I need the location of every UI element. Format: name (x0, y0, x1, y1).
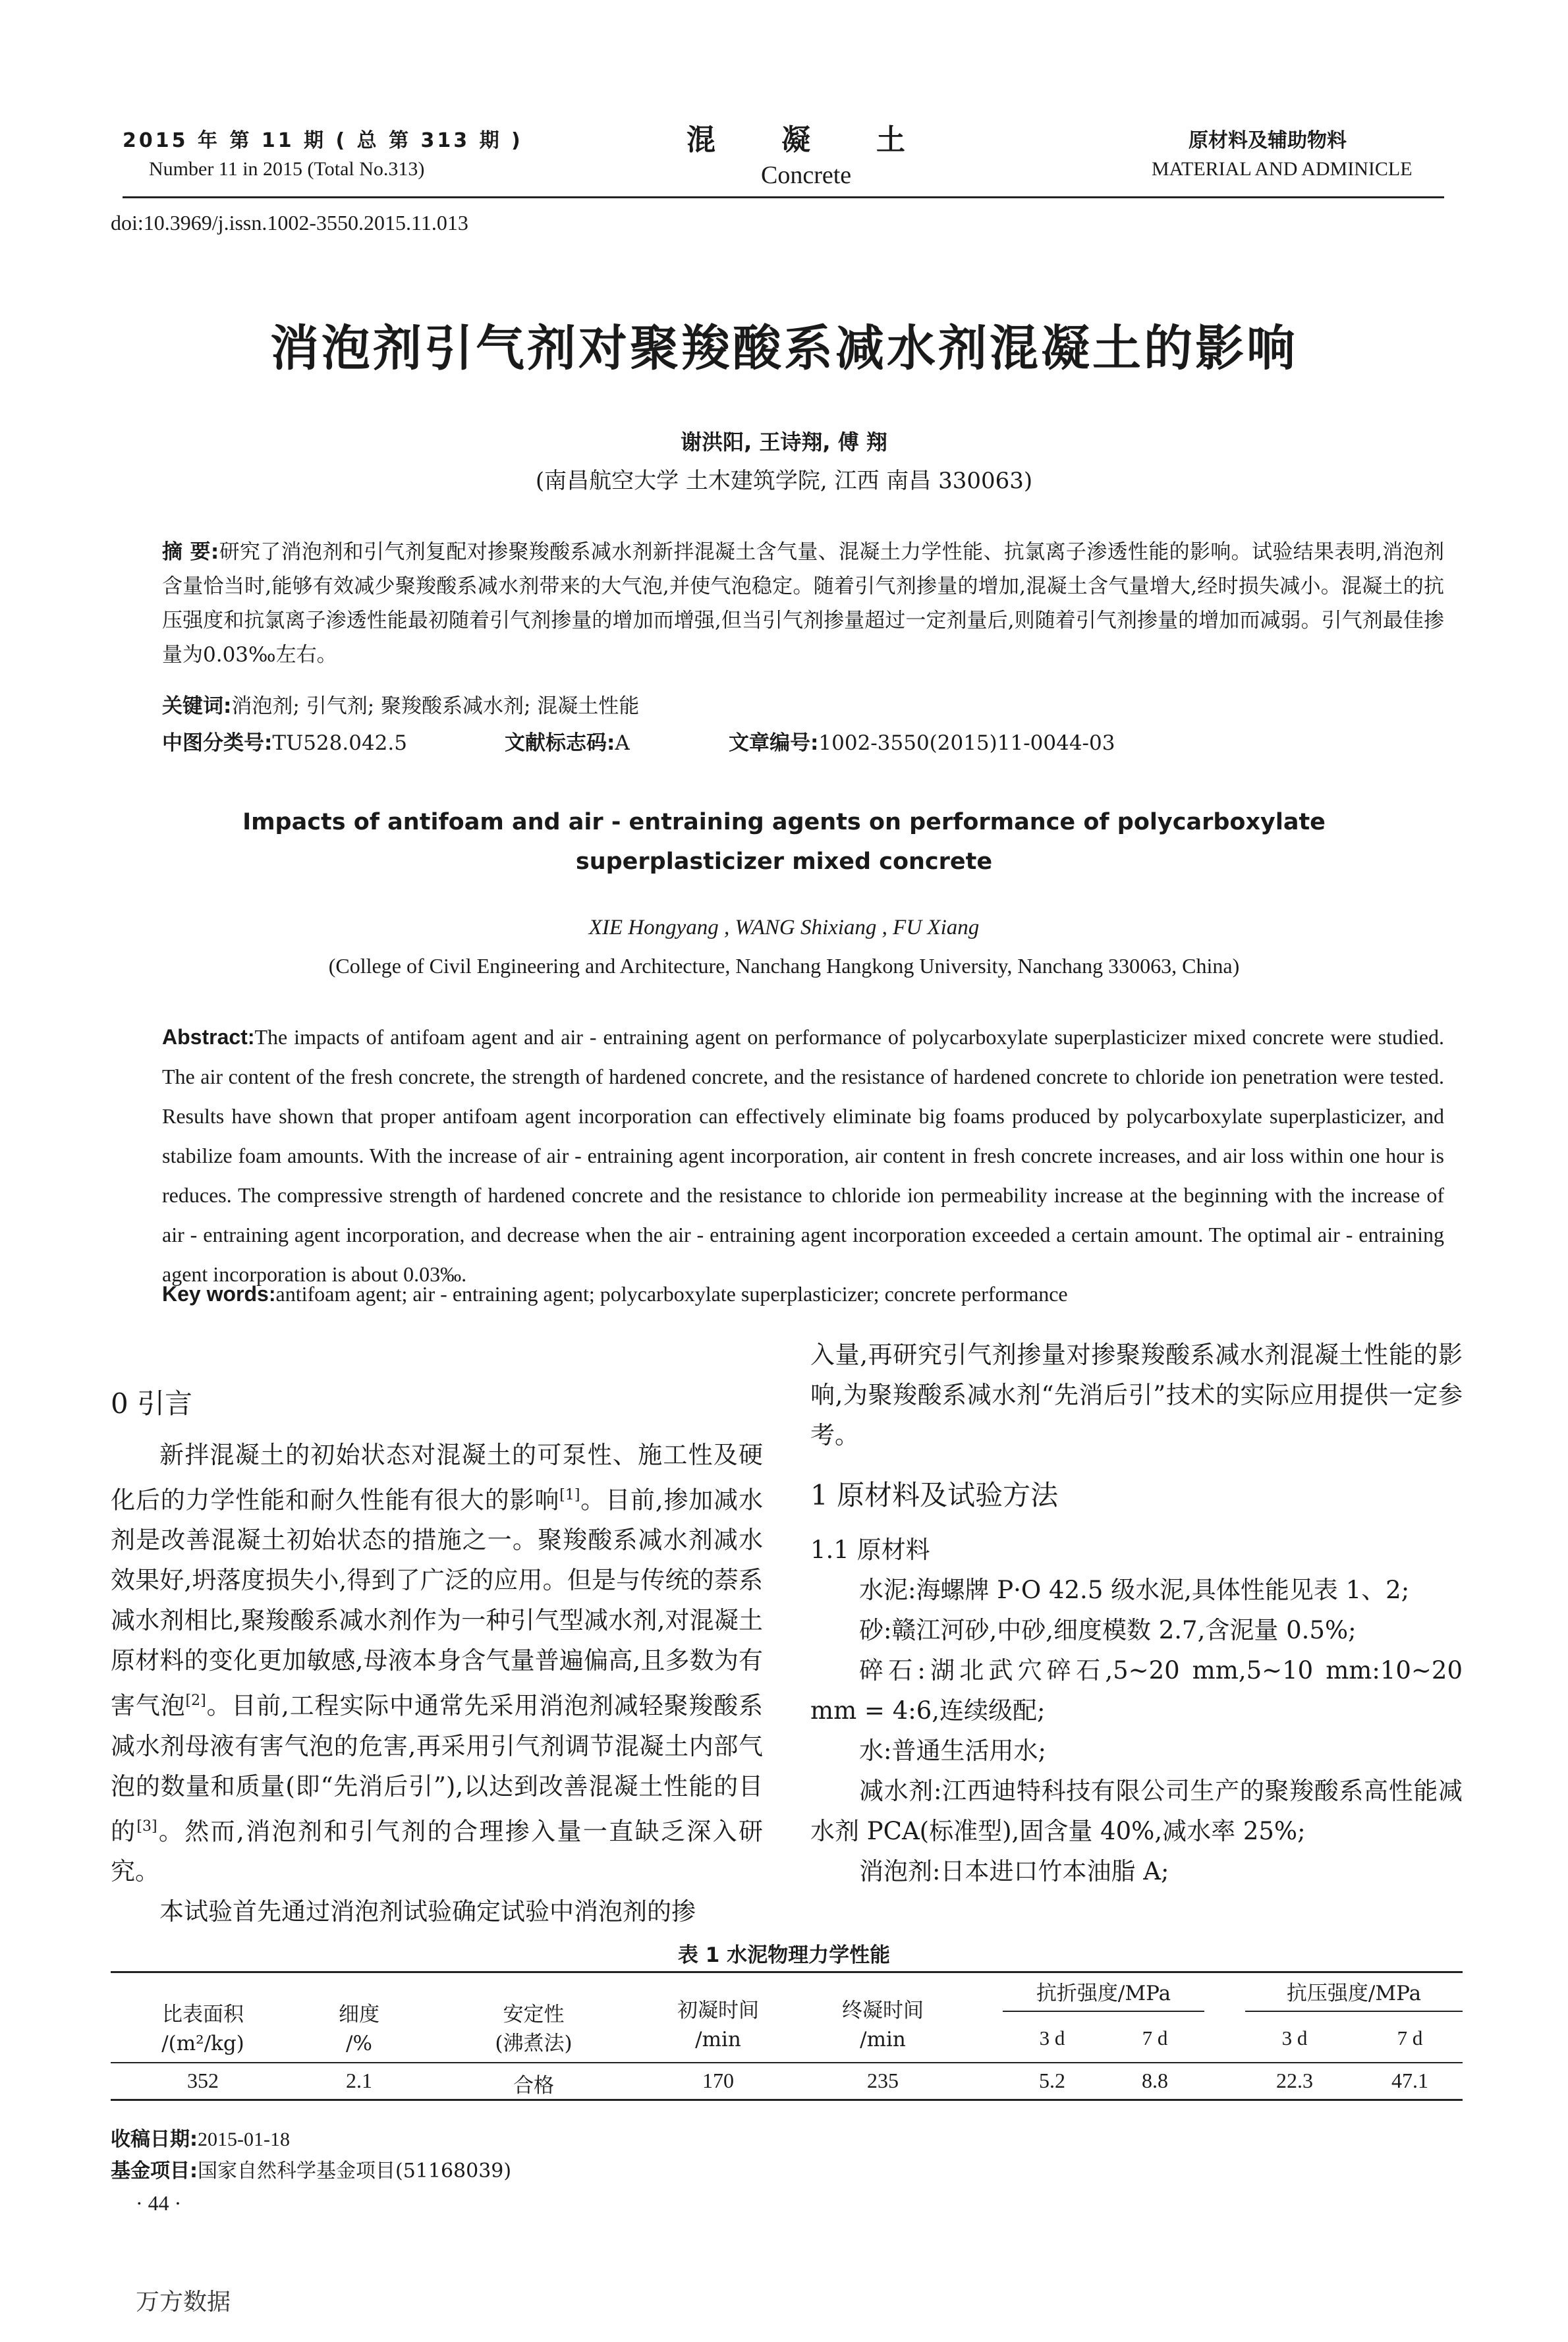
th-fine-2: /% (346, 2032, 372, 2055)
issue-en: Number 11 in 2015 (Total No.313) (149, 158, 425, 180)
td-flex-3d: 5.2 (1039, 2069, 1065, 2092)
keywords-cn-label: 关键词: (162, 694, 232, 718)
material-antifoam: 消泡剂:日本进口竹本油脂 A; (859, 1857, 1169, 1885)
th-area-1: 比表面积 (162, 2003, 244, 2026)
keywords-cn (162, 689, 639, 719)
th-specific-area (130, 2000, 275, 2058)
affiliation-cn: (南昌航空大学 土木建筑学院, 江西 南昌 330063) (535, 468, 1033, 494)
issue-cn: 2015 年 第 11 期 ( 总 第 313 期 ) (123, 129, 523, 152)
paper-title-en-line2: superplasticizer mixed concrete (575, 849, 993, 875)
material-water: 水:普通生活用水; (859, 1737, 1046, 1765)
section-name-en: MATERIAL AND ADMINICLE (1152, 158, 1413, 180)
keywords-en-text: antifoam agent; air - entraining agent; polycarboxylate superplasticizer; concrete performance (275, 1282, 1068, 1306)
th-flex-3d: 3 d (1039, 2026, 1065, 2049)
th-soundness (461, 2000, 606, 2058)
material-reducer: 减水剂:江西迪特科技有限公司生产的聚羧酸系高性能减水剂 PCA(标准型),固含量 40%,减水率 25%; (810, 1777, 1463, 1845)
abstract-cn-text: 研究了消泡剂和引气剂复配对掺聚羧酸系减水剂新拌混凝土含气量、混凝土力学性能、抗氯离子渗透性能的影响。试验结果表明,消泡剂含量恰当时,能够有效减少聚羧酸系减水剂带来的大气泡,并使气泡稳定。随着引气剂掺量的增加,混凝土含气量增大,经时损失减小。混凝土的抗压强度和抗氯离子渗透性能最初随着引气剂掺量的增加而增强,但当引气剂掺量超过一定剂量后,则随着引气剂掺量的增加而减弱。引气剂最佳掺量为0.03‰左右。 (162, 540, 1444, 667)
journal-name-cn: 混凝土 (686, 123, 971, 157)
paper-title-en-line1: Impacts of antifoam and air - entraining agents on performance of polycarboxylate (242, 809, 1326, 835)
th-comp-3d: 3 d (1281, 2026, 1308, 2049)
authors-cn: 谢洪阳, 王诗翔, 傅 翔 (681, 430, 887, 455)
td-fineness: 2.1 (346, 2069, 372, 2092)
received-date (111, 2123, 290, 2152)
page-number: · 44 · (136, 2191, 182, 2215)
th-compressive-strength: 抗压强度/MPa (1286, 1982, 1422, 2005)
received-value: 2015-01-18 (198, 2129, 290, 2150)
document-code (505, 726, 729, 756)
doc-label: 文献标志码: (505, 731, 615, 755)
ref-2: [2] (185, 1692, 206, 1710)
th-fine-1: 细度 (339, 2003, 379, 2026)
section-0-heading: 0 引言 (111, 1387, 193, 1420)
th-final-1: 终凝时间 (842, 1999, 924, 2022)
table-1-caption: 表 1 水泥物理力学性能 (677, 1943, 891, 1967)
doc-value: A (615, 731, 630, 755)
td-comp-3d: 22.3 (1276, 2069, 1313, 2092)
abstract-cn (162, 535, 1444, 672)
ref-1: [1] (559, 1487, 580, 1503)
fund-label: 基金项目: (111, 2160, 198, 2183)
th-final-2: /min (860, 2028, 906, 2051)
th-area-2: /(m²/kg) (161, 2032, 244, 2055)
right-column (810, 1335, 1463, 1891)
clc-number (162, 726, 505, 756)
article-number (729, 726, 1115, 756)
classification-row (162, 726, 1444, 756)
table-comp-group-rule (1245, 2011, 1463, 2012)
received-label: 收稿日期: (111, 2128, 198, 2151)
th-flexural-strength: 抗折强度/MPa (1036, 1982, 1171, 2005)
th-flex-7d: 7 d (1142, 2026, 1168, 2049)
th-init-1: 初凝时间 (677, 1999, 759, 2022)
section-1-heading: 1 原材料及试验方法 (810, 1479, 1059, 1511)
th-stab-1: 安定性 (503, 2003, 565, 2026)
header-rule (123, 196, 1444, 198)
authors-en: XIE Hongyang , WANG Shixiang , FU Xiang (588, 916, 980, 939)
left-column (111, 1435, 763, 1932)
section-name-cn: 原材料及辅助物料 (1189, 129, 1347, 152)
th-initial-set (646, 1996, 791, 2054)
intro-paragraph-1 (111, 1435, 763, 1891)
th-stab-2: (沸煮法) (495, 2032, 573, 2055)
table-mid-rule (111, 2062, 1463, 2063)
td-flex-7d: 8.8 (1142, 2069, 1168, 2092)
td-initial-set: 170 (702, 2069, 734, 2092)
paper-title-en (0, 802, 1568, 881)
intro-paragraph-2-cont: 入量,再研究引气剂掺量对掺聚羧酸系减水剂混凝土性能的影响,为聚羧酸系减水剂“先消后引”技术的实际应用提供一定参考。 (810, 1341, 1463, 1449)
td-comp-7d: 47.1 (1391, 2069, 1428, 2092)
fund-value: 国家自然科学基金项目(51168039) (198, 2160, 512, 2183)
intro-text-b: 。目前,掺加减水剂是改善混凝土初始状态的措施之一。聚羧酸系减水剂减水效果好,坍落度损失小,得到了广泛的应用。但是与传统的萘系减水剂相比,聚羧酸系减水剂作为一种引气型减水剂,对混凝土原材料的变化更加敏感,母液本身含气量普遍偏高,且多数为有害气泡 (111, 1486, 764, 1720)
fund-info (111, 2154, 511, 2183)
td-soundness: 合格 (513, 2074, 554, 2098)
table-bottom-rule (111, 2099, 1463, 2101)
article-value: 1002-3550(2015)11-0044-03 (818, 731, 1115, 755)
intro-text-d: 。然而,消泡剂和引气剂的合理掺入量一直缺乏深入研究。 (111, 1816, 764, 1885)
table-top-rule (111, 1971, 1463, 1973)
affiliation-en: (College of Civil Engineering and Architecture, Nanchang Hangkong University, Nanchang 330063, China) (328, 954, 1240, 978)
material-gravel: 碎石:湖北武穴碎石,5~20 mm,5~10 mm:10~20 mm = 4:6,连续级配; (810, 1656, 1463, 1725)
keywords-en (162, 1282, 1068, 1306)
paper-title-cn: 消泡剂引气剂对聚羧酸系减水剂混凝土的影响 (270, 320, 1298, 377)
abstract-cn-label: 摘 要: (162, 540, 219, 564)
keywords-cn-text: 消泡剂; 引气剂; 聚羧酸系减水剂; 混凝土性能 (231, 694, 640, 718)
journal-name-en: Concrete (761, 161, 852, 189)
clc-value: TU528.042.5 (272, 731, 407, 755)
abstract-en-text: The impacts of antifoam agent and air - entraining agent on performance of polycarboxylate superplasticizer mixed concrete were studied. The air content of the fresh concrete, the strength of hardened concrete, and the resistance of hardened concrete to chloride ion penetration were tested. Results have shown that proper antifoam agent incorporation can effectively eliminate big foams produced by polycarboxylate superplasticizer, and stabilize foam amounts. With the increase of air - entraining agent incorporation, air content in fresh concrete increases, and air loss within one hour is reduces. The compressive strength of hardened concrete and the resistance to chloride ion permeability increase at the beginning with the increase of air - entraining agent incorporation, and decrease when the air - entraining agent incorporation exceeded a certain amount. The optimal air - entraining agent incorporation is about 0.03‰. (162, 1025, 1444, 1286)
ref-3: [3] (136, 1818, 157, 1835)
abstract-en (162, 1017, 1444, 1294)
td-final-set: 235 (867, 2069, 899, 2092)
section-1-1-heading: 1.1 原材料 (810, 1536, 930, 1564)
abstract-en-label: Abstract: (162, 1025, 255, 1049)
watermark: 万方数据 (136, 2289, 231, 2316)
intro-text-c: 。目前,工程实际中通常先采用消泡剂减轻聚羧酸系减水剂母液有害气泡的危害,再采用引气剂调节混凝土内部气泡的数量和质量(即“先消后引”),以达到改善混凝土性能的目的 (111, 1691, 763, 1845)
th-comp-7d: 7 d (1397, 2026, 1423, 2049)
keywords-en-label: Key words: (162, 1282, 276, 1306)
th-fineness (310, 2000, 408, 2058)
article-label: 文章编号: (729, 731, 819, 755)
table-flex-group-rule (1003, 2011, 1204, 2012)
material-cement: 水泥:海螺牌 P·O 42.5 级水泥,具体性能见表 1、2; (859, 1576, 1410, 1604)
intro-text-a: 新拌混凝土的初始状态对混凝土的可泵性、施工性及硬化后的力学性能和耐久性能有很大的影响 (111, 1441, 763, 1515)
doi: doi:10.3969/j.issn.1002-3550.2015.11.013 (111, 211, 468, 235)
td-area: 352 (187, 2069, 219, 2092)
th-init-2: /min (695, 2028, 741, 2051)
clc-label: 中图分类号: (162, 731, 273, 755)
material-sand: 砂:赣江河砂,中砂,细度模数 2.7,含泥量 0.5%; (859, 1616, 1357, 1644)
th-final-set (810, 1996, 955, 2054)
intro-paragraph-2: 本试验首先通过消泡剂试验确定试验中消泡剂的掺 (159, 1897, 696, 1926)
